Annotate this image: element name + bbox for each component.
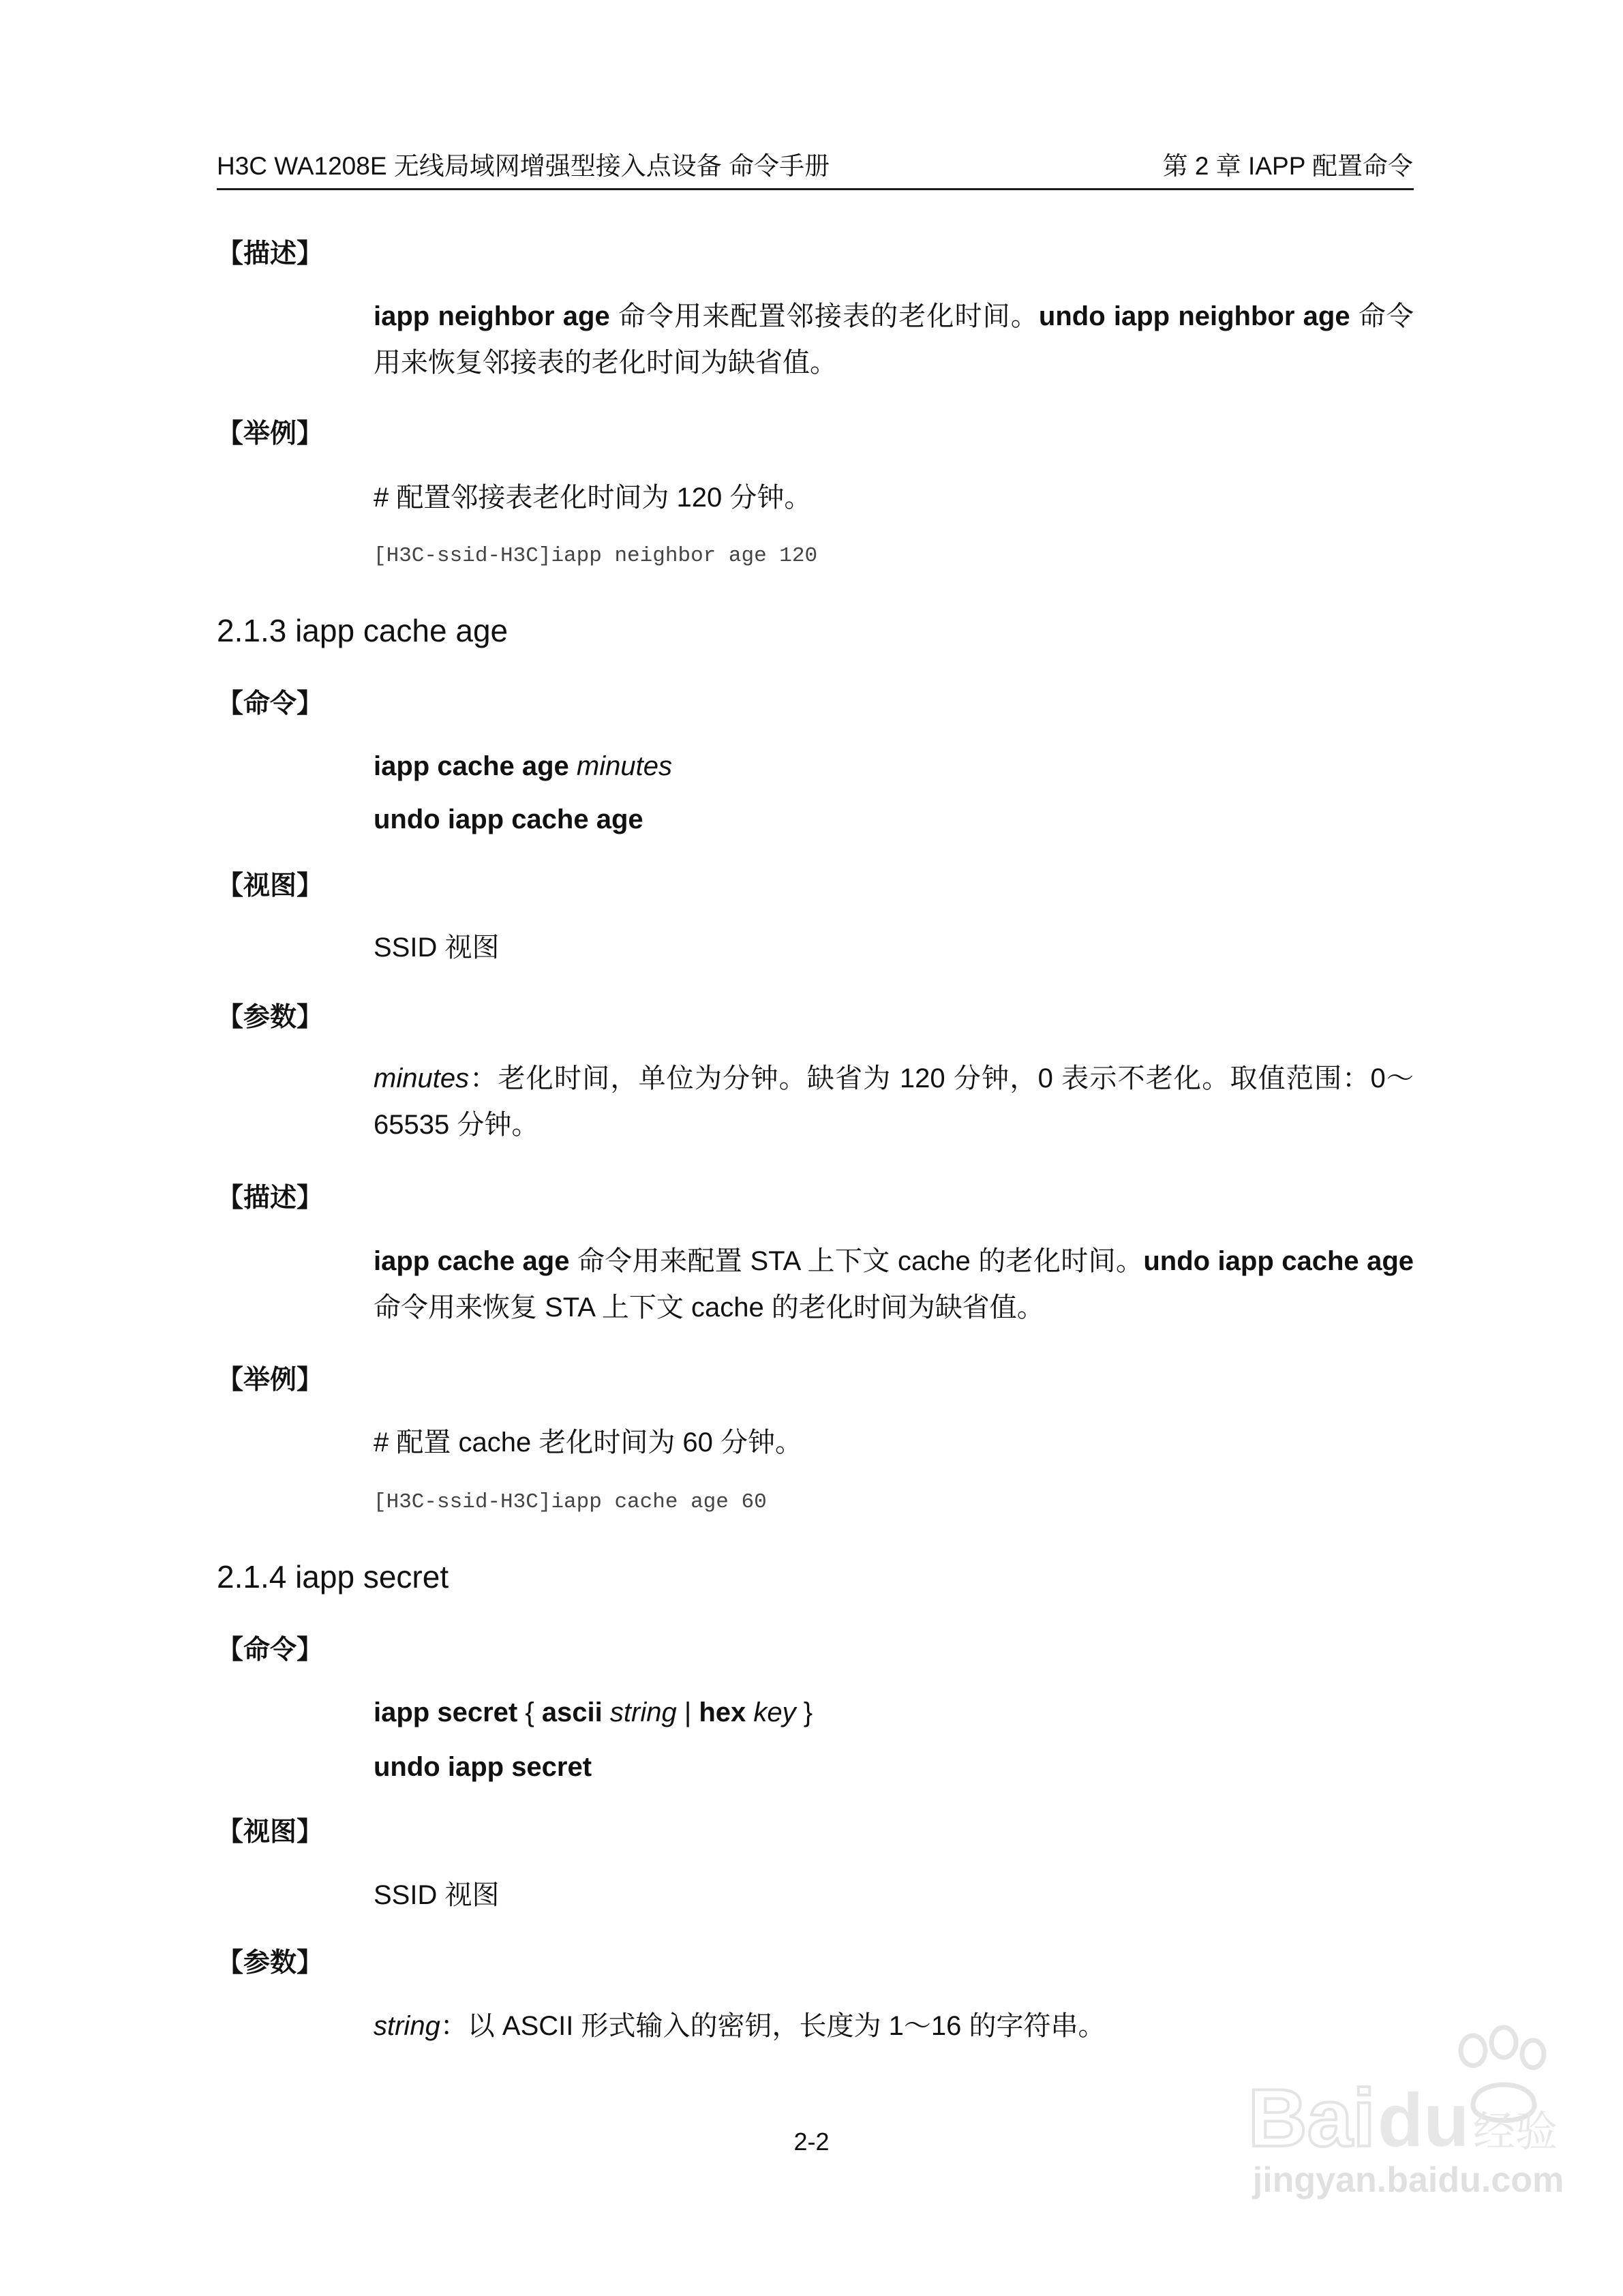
view-label: 【视图】	[217, 871, 324, 901]
example-text: # 配置邻接表老化时间为 120 分钟。	[374, 483, 812, 513]
watermark-url: jingyan.baidu.com	[1252, 2160, 1564, 2200]
header-rule	[217, 188, 1414, 190]
example-code: [H3C-ssid-H3C]iapp neighbor age 120	[374, 544, 818, 568]
view-text: SSID 视图	[374, 933, 500, 963]
section-heading: 2.1.3 iapp cache age	[217, 613, 509, 648]
section-heading: 2.1.4 iapp secret	[217, 1559, 449, 1595]
svg-text:du: du	[1378, 2079, 1470, 2160]
baidu-jingyan-watermark	[1248, 2023, 1568, 2228]
view-label: 【视图】	[217, 1817, 324, 1847]
description-paragraph: iapp cache age 命令用来配置 STA 上下文 cache 的老化时间。undo iapp cache age 命令用来恢复 STA 上下文 cache 的老化时间为缺省值。	[374, 1246, 1414, 1323]
parameter-paragraph: string：以 ASCII 形式输入的密钥，长度为 1～16 的字符串。	[374, 2011, 1106, 2041]
example-text: # 配置 cache 老化时间为 60 分钟。	[374, 1428, 803, 1457]
description-paragraph: iapp neighbor age 命令用来配置邻接表的老化时间。undo iapp neighbor age 命令用来恢复邻接表的老化时间为缺省值。	[374, 301, 1414, 378]
parameter-label: 【参数】	[217, 1948, 324, 1978]
command-name: iapp neighbor age	[374, 301, 610, 331]
running-header-chapter: 第 2 章 IAPP 配置命令	[1162, 152, 1413, 180]
svg-text:Bai: Bai	[1248, 2072, 1376, 2160]
parameter-label: 【参数】	[217, 1003, 324, 1032]
svg-text:经验: 经验	[1473, 2106, 1558, 2156]
command-syntax: iapp cache age minutes	[374, 751, 672, 781]
command-name: undo iapp neighbor age	[1038, 301, 1350, 331]
command-name: undo iapp cache age	[1143, 1246, 1414, 1276]
command-name: iapp cache age	[374, 1246, 570, 1276]
example-label: 【举例】	[217, 1365, 324, 1395]
running-header-title: H3C WA1208E 无线局域网增强型接入点设备 命令手册	[217, 152, 830, 180]
example-label: 【举例】	[217, 419, 324, 449]
description-label: 【描述】	[217, 239, 324, 269]
page-number: 2-2	[793, 2128, 830, 2156]
command-label: 【命令】	[217, 1635, 324, 1665]
undo-command-syntax: undo iapp cache age	[374, 804, 643, 834]
command-syntax: iapp secret { ascii string | hex key }	[374, 1697, 813, 1727]
description-label: 【描述】	[217, 1183, 324, 1213]
view-text: SSID 视图	[374, 1880, 500, 1910]
example-code: [H3C-ssid-H3C]iapp cache age 60	[374, 1490, 767, 1514]
baidu-paw-logo-icon	[1248, 2023, 1568, 2160]
parameter-paragraph: minutes：老化时间，单位为分钟。缺省为 120 分钟，0 表示不老化。取值范围：0～65535 分钟。	[374, 1063, 1414, 1140]
undo-command-syntax: undo iapp secret	[374, 1752, 592, 1782]
command-label: 【命令】	[217, 689, 324, 719]
